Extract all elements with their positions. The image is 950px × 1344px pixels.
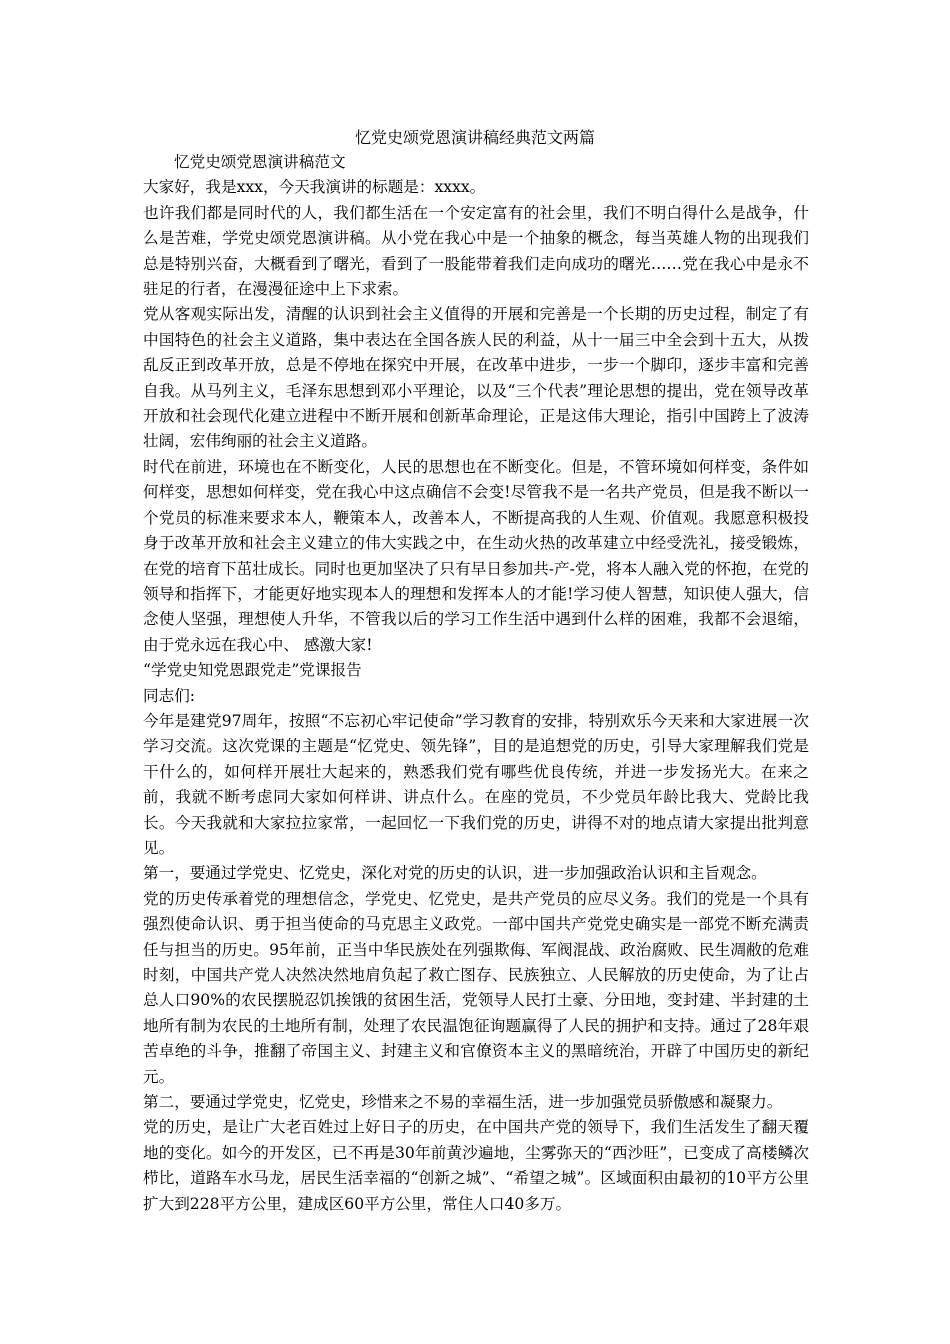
paragraph: 今年是建党97周年，按照“不忘初心牢记使命”学习教育的安排，特别欢乐今天来和大家进展一次学习交流。这次党课的主题是“忆党史、领先锋”，目的是追想党的历史，引导大家理解我们党是干什么的，如何样开展壮大起来的，熟悉我们党有哪些优良传统，并进一步发扬光大。在来之前，我就不断考虑同大家如何样讲、讲点什么。在座的党员，不少党员年龄比我大、党龄比我长。今天我就和大家拉拉家常，一起回忆一下我们党的历史，讲得不对的地点请大家提出批判意见。 [143,711,809,857]
document-title: 忆党史颂党恩演讲稿经典范文两篇 [354,128,595,147]
salutation: 同志们: [143,686,196,705]
document-body [143,150,809,1217]
paragraph-greeting: 大家好，我是xxx，今天我演讲的标题是：xxxx。 [143,178,486,197]
paragraph: 第二，要通过学党史，忆党史，珍惜来之不易的幸福生活，进一步加强党员骄傲感和凝聚力。 [143,1093,783,1112]
paragraph: 党的历史，是让广大老百姓过上好日子的历史，在中国共产党的领导下，我们生活发生了翻天覆地的变化。如今的开发区，已不再是30年前黄沙遍地，尘雾弥天的“西沙旺”，已变成了高楼鳞次栉比，道路车水马龙，居民生活幸福的“创新之城”、“希望之城”。区域面积由最初的10平方公里扩大到228平方公里，建成区60平方公里，常住人口40多万。 [143,1118,809,1213]
section-heading: “学党史知党恩跟党走”党课报告 [143,661,362,680]
paragraph: 党的历史传承着党的理想信念，学党史、忆党史，是共产党员的应尽义务。我们的党是一个具有强烈使命认识、勇于担当使命的马克思主义政党。一部中国共产党党史确实是一部党不断充满责任与担当的历史。95年前，正当中华民族处在列强欺侮、军阀混战、政治腐败、民生凋敝的危难时刻，中国共产党人决然决然地肩负起了救亡图存、民族独立、人民解放的历史使命，为了让占总人口90%的农民摆脱忍饥挨饿的贫困生活，党领导人民打土豪、分田地，变封建、半封建的土地所有制为农民的土地所有制，处理了农民温饱征询题赢得了人民的拥护和支持。通过了28年艰苦卓绝的斗争，推翻了帝国主义、封建主义和官僚资本主义的黑暗统治，开辟了中国历史的新纪元。 [143,889,809,1086]
paragraph: 党从客观实际出发，清醒的认识到社会主义值得的开展和完善是一个长期的历史过程，制定了有中国特色的社会主义道路，集中表达在全国各族人民的利益，从十一届三中全会到十五大，从拨乱反正到改革开放，总是不停地在探究中开展，在改革中进步，一步一个脚印，逐步丰富和完善自我。从马列主义，毛泽东思想到邓小平理论，以及“三个代表”理论思想的提出，党在领导改革开放和社会现代化建立进程中不断开展和创新革命理论，正是这伟大理论，指引中国跨上了波涛壮阔，宏伟绚丽的社会主义道路。 [143,305,809,451]
document-subtitle: 忆党史颂党恩演讲稿范文 [174,153,346,171]
paragraph: 时代在前进，环境也在不断变化，人民的思想也在不断变化。但是，不管环境如何样变，条件如何样变，思想如何样变，党在我心中这点确信不会变!尽管我不是一名共产党员，但是我不断以一个党员的标准来要求本人，鞭策本人，改善本人，不断提高我的人生观、价值观。我愿意积极投身于改革开放和社会主义建立的伟大实践之中，在生动火热的改革建立中经受洗礼，接受锻炼，在党的培育下茁壮成长。同时也更加坚决了只有早日参加共-产-党，将本人融入党的怀抱，在党的领导和指挥下，才能更好地实现本人的理想和发挥本人的才能!学习使人智慧，知识使人强大，信念使人坚强，理想使人升华，不管我以后的学习工作生活中遇到什么样的困难，我都不会退缩，由于党永远在我心中、 感激大家! [143,457,809,654]
paragraph: 也许我们都是同时代的人，我们都生活在一个安定富有的社会里，我们不明白得什么是战争，什么是苦难，学党史颂党恩演讲稿。从小党在我心中是一个抽象的概念，每当英雄人物的出现我们总是特别兴奋，大概看到了曙光，看到了一股能带着我们走向成功的曙光……党在我心中是永不驻足的行者，在漫漫征途中上下求索。 [143,203,809,299]
paragraph: 第一，要通过学党史、忆党史，深化对党的历史的认识，进一步加强政治认识和主旨观念。 [143,864,767,883]
